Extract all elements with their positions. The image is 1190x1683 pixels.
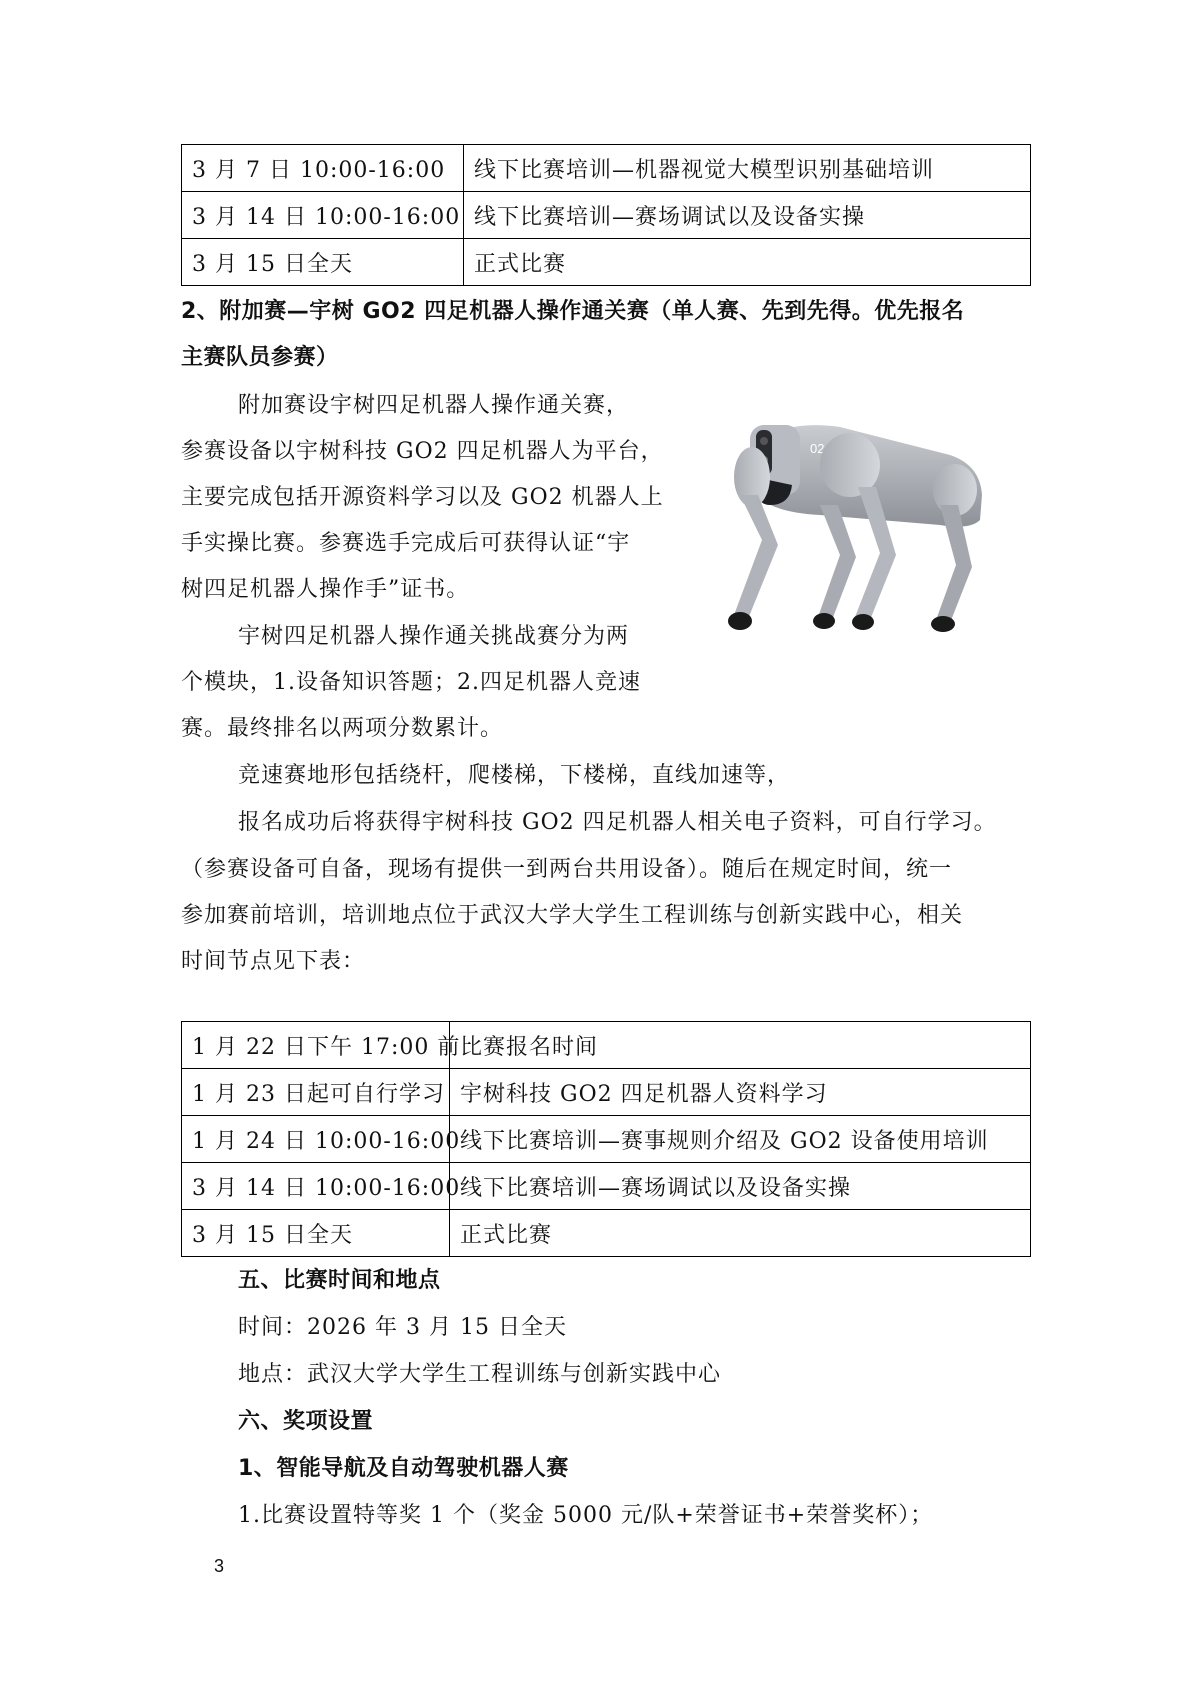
table-cell-date: 3 月 15 日全天 bbox=[182, 239, 464, 286]
paragraph-line: 附加赛设宇树四足机器人操作通关赛， bbox=[238, 393, 630, 418]
paragraph-line: 时间节点见下表： bbox=[181, 949, 366, 974]
table-row bbox=[182, 1022, 1031, 1069]
section-heading-awards: 六、奖项设置 bbox=[238, 1409, 374, 1434]
section-heading-time-location: 五、比赛时间和地点 bbox=[238, 1268, 441, 1293]
schedule-table-addon bbox=[181, 1021, 1031, 1257]
event-location: 地点：武汉大学大学生工程训练与创新实践中心 bbox=[238, 1362, 722, 1387]
section-heading-addon-contest-cont: 主赛队员参赛） bbox=[181, 345, 339, 370]
robot-dog-image bbox=[700, 405, 990, 655]
table-cell-event: 正式比赛 bbox=[464, 239, 1031, 286]
table-row bbox=[182, 239, 1031, 286]
paragraph-line: 竞速赛地形包括绕杆，爬楼梯，下楼梯，直线加速等， bbox=[238, 763, 791, 788]
paragraph-line: 参赛设备以宇树科技 GO2 四足机器人为平台， bbox=[181, 439, 664, 464]
table-cell-date: 1 月 22 日下午 17:00 前 bbox=[182, 1022, 450, 1069]
svg-text:02: 02 bbox=[810, 441, 825, 456]
go2-robot-icon bbox=[700, 405, 990, 655]
table-cell-event: 正式比赛 bbox=[450, 1210, 1031, 1257]
table-row bbox=[182, 1116, 1031, 1163]
table-cell-date: 3 月 14 日 10:00-16:00 bbox=[182, 1163, 450, 1210]
paragraph-line: 赛。最终排名以两项分数累计。 bbox=[181, 716, 504, 741]
paragraph-line: 手实操比赛。参赛选手完成后可获得认证“宇 bbox=[181, 531, 631, 556]
table-cell-date: 1 月 23 日起可自行学习 bbox=[182, 1069, 450, 1116]
page-number: 3 bbox=[214, 1556, 225, 1576]
table-row bbox=[182, 1210, 1031, 1257]
paragraph-line: 主要完成包括开源资料学习以及 GO2 机器人上 bbox=[181, 485, 664, 510]
paragraph-line: 树四足机器人操作手”证书。 bbox=[181, 577, 470, 602]
table-cell-event: 线下比赛培训—赛场调试以及设备实操 bbox=[464, 192, 1031, 239]
subheading-navigation-contest: 1、智能导航及自动驾驶机器人赛 bbox=[238, 1456, 569, 1481]
paragraph-line: 参加赛前培训，培训地点位于武汉大学大学生工程训练与创新实践中心，相关 bbox=[181, 903, 964, 928]
table-cell-event: 比赛报名时间 bbox=[450, 1022, 1031, 1069]
table-row bbox=[182, 145, 1031, 192]
table-row bbox=[182, 1163, 1031, 1210]
table-cell-date: 1 月 24 日 10:00-16:00 bbox=[182, 1116, 450, 1163]
table-cell-event: 线下比赛培训—赛事规则介绍及 GO2 设备使用培训 bbox=[450, 1116, 1031, 1163]
award-item: 1.比赛设置特等奖 1 个（奖金 5000 元/队+荣誉证书+荣誉奖杯）； bbox=[238, 1503, 934, 1528]
table-cell-date: 3 月 15 日全天 bbox=[182, 1210, 450, 1257]
table-cell-event: 宇树科技 GO2 四足机器人资料学习 bbox=[450, 1069, 1031, 1116]
table-cell-event: 线下比赛培训—赛场调试以及设备实操 bbox=[450, 1163, 1031, 1210]
table-row bbox=[182, 1069, 1031, 1116]
paragraph-line: 报名成功后将获得宇树科技 GO2 四足机器人相关电子资料，可自行学习。 bbox=[238, 810, 997, 835]
paragraph-line: 个模块，1.设备知识答题；2.四足机器人竞速 bbox=[181, 670, 641, 695]
table-cell-date: 3 月 7 日 10:00-16:00 bbox=[182, 145, 464, 192]
table-row bbox=[182, 192, 1031, 239]
table-cell-date: 3 月 14 日 10:00-16:00 bbox=[182, 192, 464, 239]
table-cell-event: 线下比赛培训—机器视觉大模型识别基础培训 bbox=[464, 145, 1031, 192]
paragraph-line: （参赛设备可自备，现场有提供一到两台共用设备）。随后在规定时间，统一 bbox=[181, 857, 953, 882]
section-heading-addon-contest: 2、附加赛—宇树 GO2 四足机器人操作通关赛（单人赛、先到先得。优先报名 bbox=[181, 299, 965, 324]
paragraph-line: 宇树四足机器人操作通关挑战赛分为两 bbox=[238, 624, 630, 649]
schedule-table-main bbox=[181, 144, 1031, 286]
event-time: 时间：2026 年 3 月 15 日全天 bbox=[238, 1315, 567, 1340]
